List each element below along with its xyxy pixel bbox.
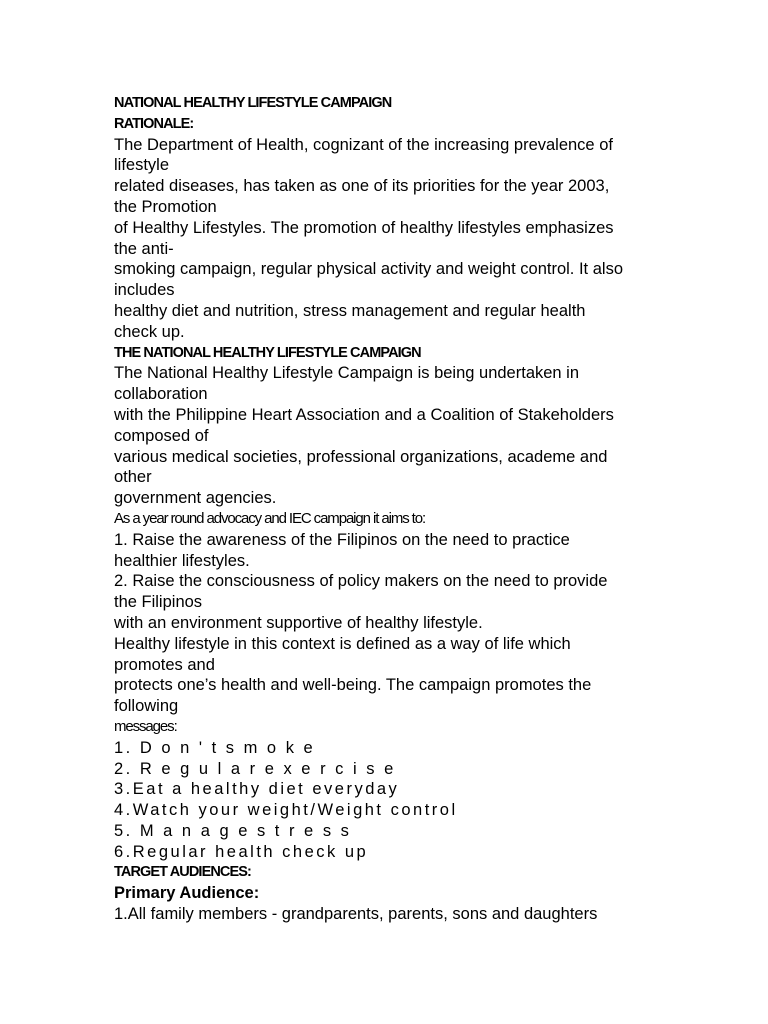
rationale-line: the anti- — [114, 239, 174, 258]
aims-line: the Filipinos — [114, 593, 203, 612]
message-item: 1. D o n ' t s m o k e — [114, 738, 316, 757]
message-item: 6.Regular health check up — [114, 842, 369, 861]
campaign-line: collaboration — [114, 385, 208, 404]
campaign-line: composed of — [114, 426, 209, 445]
target-audiences-heading: TARGET AUDIENCES: — [114, 864, 251, 881]
primary-audience-line: 1.All family members - grandparents, parents, sons and daughters — [114, 905, 598, 924]
aims-line: 2. Raise the consciousness of policy makers on the need to provide — [114, 572, 608, 591]
rationale-line: healthy diet and nutrition, stress management and regular health — [114, 301, 586, 320]
rationale-line: check up. — [114, 322, 185, 341]
message-item: 2. R e g u l a r e x e r c i s e — [114, 759, 396, 778]
campaign-line: various medical societies, professional organizations, academe and — [114, 447, 608, 466]
document-title: NATIONAL HEALTHY LIFESTYLE CAMPAIGN — [114, 95, 392, 111]
campaign-line: government agencies. — [114, 489, 277, 508]
message-item: 3.Eat a healthy diet everyday — [114, 780, 400, 799]
aims-line: healthier lifestyles. — [114, 551, 250, 570]
document-page — [114, 93, 674, 925]
campaign-line: The National Healthy Lifestyle Campaign is being undertaken in — [114, 364, 580, 383]
rationale-line: related diseases, has taken as one of its priorities for the year 2003, — [114, 177, 610, 196]
campaign-line: with the Philippine Heart Association and a Coalition of Stakeholders — [114, 405, 614, 424]
aims-line: promotes and — [114, 655, 215, 674]
rationale-line: lifestyle — [114, 156, 170, 175]
rationale-heading: RATIONALE: — [114, 115, 194, 132]
rationale-line: the Promotion — [114, 197, 217, 216]
primary-audience-heading: Primary Audience: — [114, 884, 260, 903]
message-item: 5. M a n a g e s t r e s s — [114, 821, 352, 840]
rationale-line: of Healthy Lifestyles. The promotion of healthy lifestyles emphasizes — [114, 218, 614, 237]
aims-line: with an environment supportive of healthy lifestyle. — [114, 613, 483, 632]
campaign-line: other — [114, 468, 152, 487]
messages-label: messages: — [114, 717, 177, 735]
aims-intro: As a year round advocacy and IEC campaign it aims to: — [114, 509, 426, 527]
aims-line: Healthy lifestyle in this context is defined as a way of life which — [114, 634, 571, 653]
campaign-heading: THE NATIONAL HEALTHY LIFESTYLE CAMPAIGN — [114, 344, 421, 361]
aims-line: protects one’s health and well-being. The campaign promotes the — [114, 676, 592, 695]
rationale-line: smoking campaign, regular physical activity and weight control. It also — [114, 260, 623, 279]
aims-line: following — [114, 697, 179, 716]
aims-line: 1. Raise the awareness of the Filipinos on the need to practice — [114, 530, 570, 549]
rationale-line: includes — [114, 281, 175, 300]
message-item: 4.Watch your weight/Weight control — [114, 801, 458, 820]
rationale-line: The Department of Health, cognizant of the increasing prevalence of — [114, 135, 613, 154]
